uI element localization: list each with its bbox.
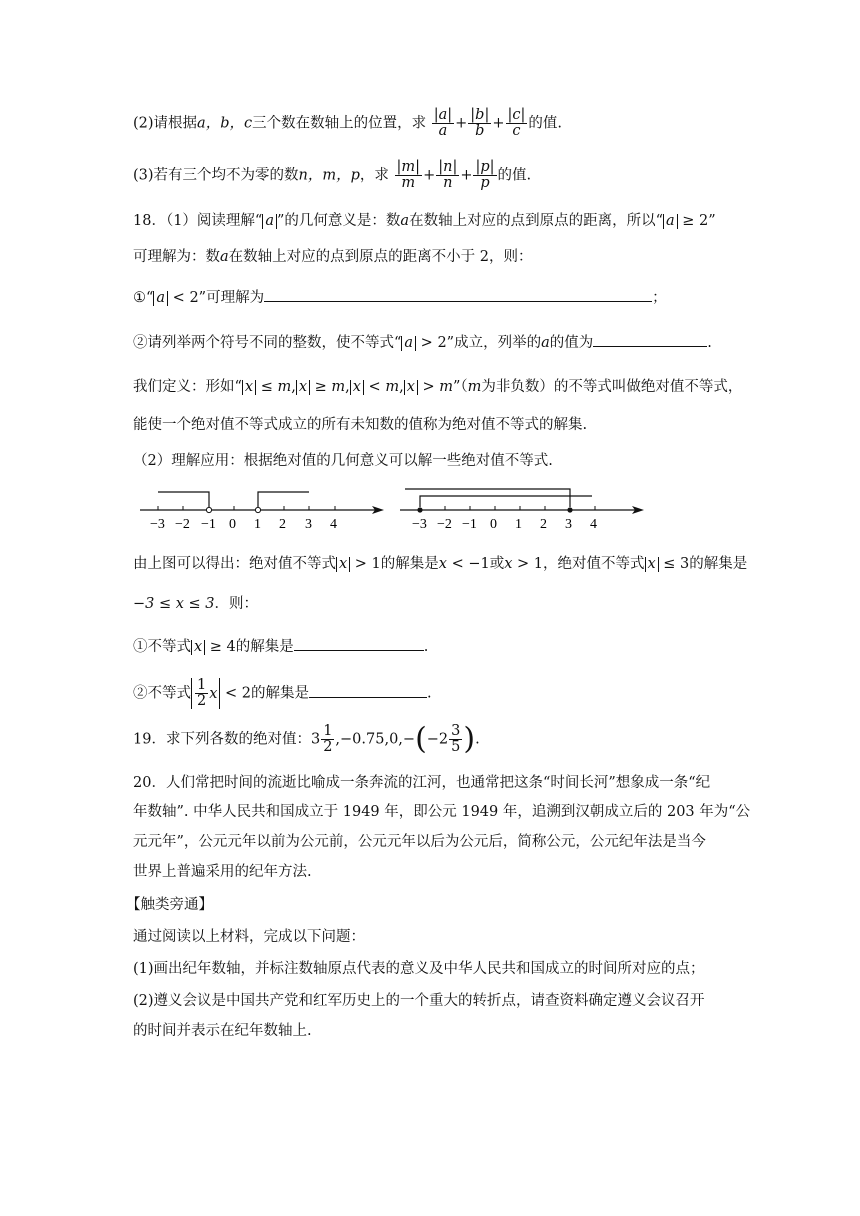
- tick-label: −2: [437, 517, 452, 532]
- math-abs-half-x: $\frac{1}{2}$ x: [191, 678, 220, 709]
- text: a，b，c: [197, 115, 253, 132]
- math-a: a: [541, 335, 550, 351]
- text: 19．求下列各数的绝对值：: [133, 731, 311, 748]
- text: 在数轴上对应的点到原点的距离，所以“: [409, 213, 663, 229]
- text: ”: [708, 213, 716, 229]
- closed-point-3: [567, 507, 572, 512]
- text: 由上图可以得出：绝对值不等式: [133, 556, 336, 572]
- mixed-fraction-2-3-5: $\frac{3}{5}$: [451, 723, 461, 755]
- axis-tick-labels: [150, 517, 337, 532]
- solution-bracket-inner: [420, 496, 592, 507]
- number-line-diagrams: [140, 482, 390, 532]
- q18-line6: 能使一个绝对值不等式成立的所有未知数的值称为绝对值不等式的解集.: [133, 417, 588, 433]
- fraction-abs-a-over-a: $\frac{|a|}{a}$: [433, 107, 453, 139]
- tick-label: 2: [279, 517, 286, 532]
- text: ，绝对值不等式: [543, 556, 645, 572]
- text: 的解集是: [235, 639, 294, 655]
- axis-tick-labels: [412, 517, 597, 532]
- q20-line5: 通过阅读以上材料，完成以下问题：: [133, 929, 365, 945]
- solution-bracket-outer: [405, 489, 570, 507]
- axis-ticks: [158, 506, 335, 510]
- number-line-diagram-right: [400, 482, 650, 532]
- text: ②不等式: [133, 685, 191, 702]
- text: ；: [652, 290, 667, 306]
- q20-heading: 【触类旁通】: [126, 897, 213, 913]
- tick-label: −1: [462, 517, 477, 532]
- text: .: [475, 731, 480, 748]
- answer-blank[interactable]: [593, 330, 707, 347]
- q18-line11: ②不等式 $\frac{1}{2}$ x < 2的解集是 .: [133, 677, 432, 709]
- answer-blank[interactable]: [294, 634, 424, 651]
- fraction-abs-b-over-b: $\frac{|b|}{b}$: [470, 107, 490, 139]
- text: ①不等式: [133, 639, 191, 655]
- fraction-abs-n-over-n: $\frac{|n|}{n}$: [438, 159, 458, 191]
- q19-line: 19．求下列各数的绝对值：3 $\frac{1}{2}$ ,−0.75,0,−(−2 $\frac{3}{5}$ ).: [133, 721, 480, 757]
- text: 在数轴上对应的点到原点的距离不小于 2，则：: [228, 249, 533, 265]
- open-point-1: [255, 507, 260, 512]
- tick-label: 2: [540, 517, 547, 532]
- tick-label: −3: [150, 517, 165, 532]
- text: 的值为: [549, 335, 594, 351]
- text: 可理解为：数: [133, 249, 220, 265]
- math-a: a: [400, 213, 410, 229]
- text: 的解集是: [251, 685, 310, 702]
- mixed-fraction-3-1-2: $\frac{1}{2}$: [323, 723, 333, 755]
- q20-line4: 世界上普遍采用的纪年方法.: [133, 864, 312, 880]
- solution-bracket-right: [258, 492, 309, 507]
- text: n，m，p: [298, 167, 360, 184]
- text: ，求: [359, 167, 389, 184]
- text: 的解集是: [689, 556, 748, 572]
- math-abs-a: a: [262, 214, 277, 229]
- q20-line2: 年数轴”. 中华人民共和国成立于 1949 年，即公元 1949 年，追溯到汉朝成立后的 203 年为“公: [133, 804, 751, 820]
- text: 的解集是: [380, 556, 439, 572]
- answer-blank[interactable]: [309, 681, 427, 698]
- q18-line4: ②请列举两个符号不同的整数，使不等式“ a > 2”成立，列举的a的值为 .: [133, 330, 712, 354]
- tick-label: 1: [254, 517, 261, 532]
- math-abs-x: x: [336, 557, 350, 572]
- tick-label: 1: [515, 517, 522, 532]
- q20-line1: 20．人们常把时间的流逝比喻成一条奔流的江河，也通常把这条“时间长河”想象成一条“纪: [133, 775, 711, 791]
- fraction-abs-m-over-m: $\frac{|m|}{m}$: [396, 159, 421, 191]
- text: 的值.: [497, 167, 532, 184]
- tick-label: 3: [565, 517, 572, 532]
- text: 或: [489, 556, 505, 572]
- math-abs-x: x: [645, 557, 659, 572]
- text: ”（: [453, 379, 468, 395]
- q18-line9: [133, 593, 258, 615]
- text: 18．（1）阅读理解“: [133, 213, 263, 229]
- text: .: [423, 639, 429, 655]
- q18-line10: ①不等式 x ≥ 4的解集是 .: [133, 634, 428, 658]
- text: ”可理解为: [198, 290, 265, 306]
- tick-label: −3: [412, 517, 427, 532]
- q18-line5: 我们定义：形如“ x ≤ m, x ≥ m, x < m, x > m”（m为非负数）的不等式叫做绝对值不等式，: [133, 379, 743, 395]
- math-m: m: [467, 379, 482, 395]
- math-inequality: −3 ≤ x ≤ 3: [133, 596, 215, 612]
- text: ②请列举两个符号不同的整数，使不等式“: [133, 335, 402, 351]
- q18-line3: ①“ a < 2”可理解为 ；: [133, 285, 667, 309]
- math-abs-x: x: [242, 380, 256, 395]
- tick-label: 0: [229, 517, 236, 532]
- text: 的值.: [528, 115, 563, 132]
- tick-label: 4: [590, 517, 597, 532]
- math-a: a: [220, 249, 229, 265]
- tick-label: 3: [305, 517, 312, 532]
- math-abs-a: a: [153, 291, 168, 306]
- q18-line2: [133, 246, 533, 268]
- text: ．则：: [214, 596, 259, 612]
- math-abs-a: a: [663, 214, 678, 229]
- text: 为非负数）的不等式叫做绝对值不等式，: [481, 379, 743, 395]
- q17-part2: (2)请根据a，b，c三个数在数轴上的位置，求 $\frac{|a|}{a}$ + $\frac{|b|}{b}$ + $\frac{|c|}{c}$ 的值.: [133, 107, 563, 139]
- text: 三个数在数轴上的位置，求: [252, 115, 427, 132]
- tick-label: −1: [201, 517, 216, 532]
- text: (2)请根据: [133, 115, 198, 132]
- answer-blank[interactable]: [264, 285, 652, 302]
- q20-line7: (2)遵义会议是中国共产党和红军历史上的一个重大的转折点，请查资料确定遵义会议召开: [133, 993, 705, 1009]
- q20-line6: (1)画出纪年数轴，并标注数轴原点代表的意义及中华人民共和国成立的时间所对应的点；: [133, 961, 705, 977]
- text: ”成立，列举的: [446, 335, 542, 351]
- tick-label: 4: [330, 517, 337, 532]
- fraction-abs-p-over-p: $\frac{|p|}{p}$: [475, 159, 495, 191]
- q20-line8: 的时间并表示在纪年数轴上.: [133, 1023, 312, 1039]
- q18-line7: （2）理解应用：根据绝对值的几何意义可以解一些绝对值不等式.: [133, 453, 553, 469]
- text: .: [707, 335, 712, 351]
- text: .: [427, 685, 432, 702]
- closed-point-minus3: [417, 507, 422, 512]
- solution-bracket-left: [158, 492, 209, 507]
- fraction-abs-c-over-c: $\frac{|c|}{c}$: [507, 107, 526, 139]
- q18-line1: 18．（1）阅读理解“ a ”的几何意义是：数a在数轴上对应的点到原点的距离，所以“ a ≥ 2”: [133, 213, 716, 229]
- q17-part3: (3)若有三个均不为零的数n，m，p，求 $\frac{|m|}{m}$ + $\frac{|n|}{n}$ + $\frac{|p|}{p}$ 的值.: [133, 159, 532, 191]
- tick-label: 0: [490, 517, 497, 532]
- tick-label: −2: [175, 517, 190, 532]
- text: 我们定义：形如“: [133, 379, 242, 395]
- math-abs-x: x: [191, 640, 205, 655]
- text: ”的几何意义是：数: [277, 213, 401, 229]
- text: (3)若有三个均不为零的数: [133, 167, 299, 184]
- q18-line8: 由上图可以得出：绝对值不等式 x > 1的解集是x < −1或x > 1，绝对值不等式 x ≤ 3的解集是: [133, 556, 748, 572]
- text: ①“: [133, 290, 154, 306]
- math-abs-a: a: [401, 336, 416, 351]
- open-point-minus1: [206, 507, 211, 512]
- q20-line3: 元元年”，公元元年以前为公元前，公元元年以后为公元后，简称公元，公元纪年法是当今: [133, 834, 706, 850]
